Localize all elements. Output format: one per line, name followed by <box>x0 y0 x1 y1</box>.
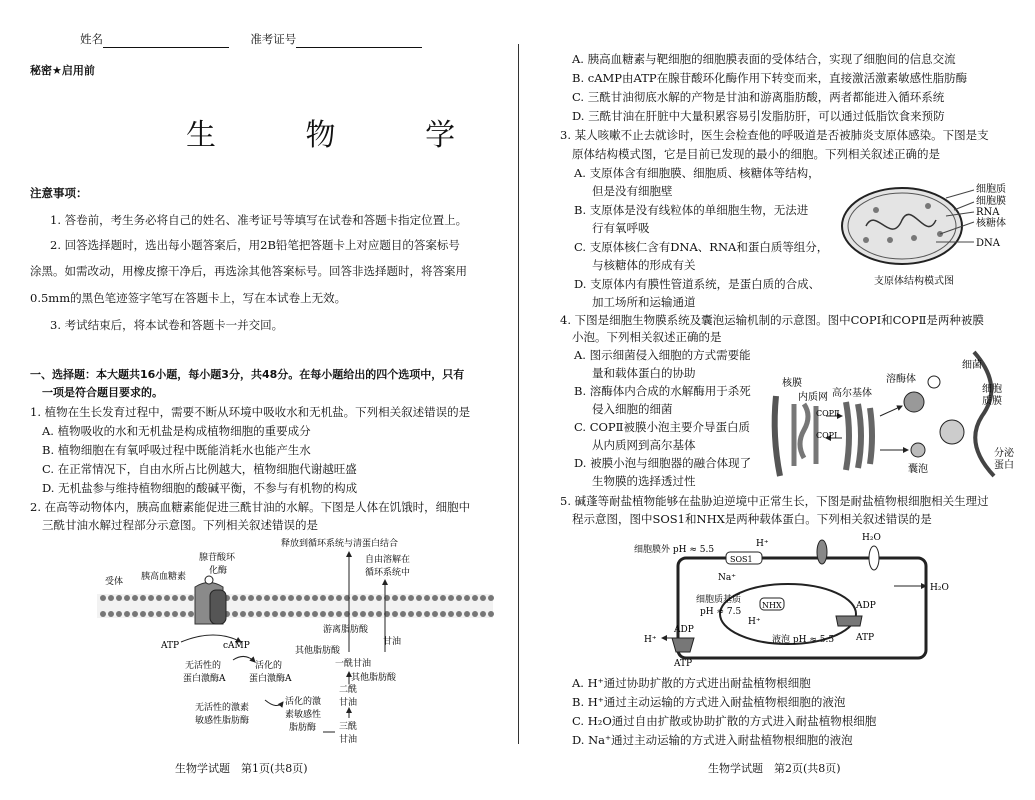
cell-membrane <box>97 594 494 618</box>
exam-no-label: 准考证号 <box>250 32 297 46</box>
adp-label: ADP <box>674 625 694 635</box>
q4-stem: 4. 下图是细胞生物膜系统及囊泡运输机制的示意图。图中COPⅠ和COPⅡ是两种被膜 <box>560 313 984 327</box>
q4-option-b: B. 溶酶体内合成的水解酶用于杀死 <box>574 384 751 398</box>
cytosol-ph-label: pH ≈ 7.5 <box>700 607 742 617</box>
secretory-vesicle <box>911 443 925 457</box>
q3-option-d-cont: 加工场所和运输通道 <box>592 295 696 309</box>
active-hsl-label-2: 素敏感性 <box>285 710 322 720</box>
glucagon-molecule <box>205 576 213 584</box>
sos1-label: SOS1 <box>730 555 753 564</box>
salt-tolerant-root-cell-diagram <box>630 528 950 670</box>
vesicle-transport-diagram <box>768 346 1018 486</box>
cell-membrane-label-2: 质膜 <box>982 396 1002 407</box>
receptor-label: 受体 <box>105 577 124 587</box>
atp-label-2: ATP <box>856 633 875 643</box>
q2-option-c: C. 三酰甘油彻底水解的产物是甘油和游离脂肪酸，两者都能进入循环系统 <box>572 90 945 104</box>
ribosome-label: 核糖体 <box>976 218 1006 229</box>
h-vac-label: H⁺ <box>748 617 761 627</box>
q4-stem-cont: 小泡。下列相关叙述正确的是 <box>572 330 722 344</box>
glycerol-label: 甘油 <box>383 637 402 647</box>
q3-option-c: C. 支原体核仁含有DNA、RNA和蛋白质等组分， <box>574 240 829 254</box>
inactive-hsl-label-2: 敏感性脂肪酶 <box>195 716 250 726</box>
free-label-2: 循环系统中 <box>365 568 411 578</box>
inactive-pka-label: 无活性的 <box>185 661 222 671</box>
lysosome-label: 溶酶体 <box>886 374 916 385</box>
q1-stem: 1. 植物在生长发育过程中，需要不断从环境中吸收水和无机盐。下列相关叙述错误的是 <box>30 405 471 419</box>
phagosome <box>940 420 964 444</box>
cytosol-label: 细胞质基质 <box>696 595 742 605</box>
dna-label: DNA <box>976 238 1000 249</box>
h-pump-vacuole <box>836 616 862 626</box>
q2-stem: 2. 在高等动物体内，胰高血糖素能促进三酰甘油的水解。下图是人体在饥饿时，细胞中 <box>30 500 471 514</box>
copii-label: COPⅡ <box>816 409 840 418</box>
name-field <box>80 30 422 48</box>
q4-option-a: A. 图示细菌侵入细胞的方式需要能 <box>574 348 751 362</box>
nucleus-label: 核膜 <box>782 378 802 389</box>
di-label: 二酰 <box>339 685 358 695</box>
cell-body <box>842 188 962 264</box>
h-out-label: H⁺ <box>644 635 657 645</box>
secretion-label-2: 蛋白 <box>994 460 1014 471</box>
q2-option-a: A. 胰高血糖素与靶细胞的细胞膜表面的受体结合，实现了细胞间的信息交流 <box>572 52 956 66</box>
mycoplasma-caption: 支原体结构模式图 <box>874 276 954 287</box>
name-label: 姓名 <box>80 32 103 46</box>
other-fa-label-2: 其他脂肪酸 <box>351 673 397 683</box>
nhx-label: NHX <box>762 601 782 610</box>
page-divider <box>518 44 519 744</box>
water-label: H₂O <box>862 533 881 543</box>
outside-ph-label: 细胞膜外 pH ≈ 5.5 <box>634 545 715 555</box>
rna-label: RNA <box>976 207 1000 218</box>
q1-option-c: C. 在正常情况下，自由水所占比例越大，植物细胞代谢越旺盛 <box>42 462 357 476</box>
q4-option-c-cont: 从内质网到高尔基体 <box>592 438 696 452</box>
na-channel <box>817 540 827 564</box>
glucagon-label: 胰高血糖素 <box>141 572 187 582</box>
h-label: H⁺ <box>756 539 769 549</box>
free-label: 自由溶解在 <box>365 555 411 565</box>
tri-label: 三酰 <box>339 722 358 732</box>
mycoplasma-diagram <box>836 176 1020 290</box>
page-title: 生 物 学 <box>186 118 496 153</box>
q4-option-d-cont: 生物膜的选择透过性 <box>592 474 696 488</box>
q4-option-a-cont: 量和载体蛋白的协助 <box>592 366 696 380</box>
atp-label: ATP <box>674 659 693 669</box>
secretion-label: 分泌 <box>994 448 1014 459</box>
q5-stem-cont: 程示意图，图中SOS1和NHX是两种载体蛋白。下列相关叙述错误的是 <box>572 512 932 526</box>
q5-option-d: D. Na⁺通过主动运输的方式进入耐盐植物根细胞的液泡 <box>572 733 853 747</box>
released-label: 释放到循环系统与清蛋白结合 <box>281 539 399 549</box>
q2-option-d: D. 三酰甘油在肝脏中大量积累容易引发脂肪肝，可以通过低脂饮食来预防 <box>572 109 945 123</box>
golgi <box>846 402 872 470</box>
q5-option-b: B. H⁺通过主动运输的方式进入耐盐植物根细胞的液泡 <box>572 695 846 709</box>
notice-item: 1. 答卷前，考生务必将自己的姓名、准考证号等填写在试卷和答题卡指定位置上。 <box>50 213 468 227</box>
active-hsl-label-3: 脂肪酶 <box>289 723 317 733</box>
ac-label-2: 化酶 <box>209 566 228 576</box>
vesicle-label: 囊泡 <box>908 464 928 475</box>
q3-stem-cont: 原体结构模式图，它是目前已发现的最小的细胞。下列相关叙述正确的是 <box>572 147 940 161</box>
notice-item: 3. 考试结束后，将本试卷和答题卡一并交回。 <box>50 318 284 332</box>
q3-stem: 3. 某人咳嗽不止去就诊时，医生会检查他的呼吸道是否被肺炎支原体感染。下图是支 <box>560 128 989 142</box>
er-label: 内质网 <box>798 392 828 403</box>
inactive-hsl-label: 无活性的激素 <box>195 703 250 713</box>
active-hsl-label: 活化的激 <box>285 697 322 707</box>
q4-option-c: C. COPⅡ被膜小泡主要介导蛋白质 <box>574 420 750 434</box>
q2-stem-cont: 三酰甘油水解过程部分示意图。下列相关叙述错误的是 <box>42 518 318 532</box>
q4-option-d: D. 被膜小泡与细胞器的融合体现了 <box>574 456 752 470</box>
mono-label: 一酰甘油 <box>335 659 372 669</box>
nuclear-envelope <box>775 396 780 476</box>
water-label-2: H₂O <box>930 583 949 593</box>
other-fa-label: 其他脂肪酸 <box>295 646 341 656</box>
camp-label: cAMP <box>223 641 250 651</box>
active-pka-label: 活化的 <box>255 661 283 671</box>
er <box>794 404 816 466</box>
q1-option-d: D. 无机盐参与维持植物细胞的酸碱平衡，不参与有机物的构成 <box>42 481 358 495</box>
q3-option-c-cont: 与核糖体的形成有关 <box>592 258 696 272</box>
q3-option-b-cont: 行有氧呼吸 <box>592 221 650 235</box>
bacterium <box>928 376 940 388</box>
section-heading: 一、选择题：本大题共16小题，每小题3分，共48分。在每小题给出的四个选项中，只有 <box>30 368 465 381</box>
golgi-label: 高尔基体 <box>832 388 872 399</box>
ffa-label: 游离脂肪酸 <box>323 625 369 635</box>
q2-glucagon-diagram <box>95 532 495 752</box>
membrane-label: 细胞膜 <box>976 196 1006 207</box>
q3-option-a: A. 支原体含有细胞膜、细胞质、核糖体等结构， <box>574 166 820 180</box>
adp-label-2: ADP <box>856 601 876 611</box>
active-pka-label-2: 蛋白激酶A <box>249 674 292 684</box>
section-heading-cont: 一项是符合题目要求的。 <box>42 386 163 399</box>
footer-left: 生物学试题 第1页(共8页) <box>175 762 308 775</box>
na-label: Na⁺ <box>718 573 736 583</box>
ac-label: 腺苷酸环 <box>199 553 236 563</box>
di-label-2: 甘油 <box>339 698 358 708</box>
h-pump-membrane <box>672 638 694 652</box>
notice-item: 2. 回答选择题时，选出每小题答案后，用2B铅笔把答题卡上对应题目的答案标号 <box>50 238 460 252</box>
q3-option-b: B. 支原体是没有线粒体的单细胞生物，无法进 <box>574 203 809 217</box>
secret-label: 秘密★启用前 <box>30 64 95 77</box>
copi-label: COPⅠ <box>816 431 838 440</box>
tri-label-2: 甘油 <box>339 735 358 745</box>
q3-option-d: D. 支原体内有膜性管道系统，是蛋白质的合成、 <box>574 277 821 291</box>
bacteria-label: 细菌 <box>962 360 982 371</box>
notice-heading: 注意事项： <box>30 186 88 200</box>
lysosome <box>904 392 924 412</box>
atp-label: ATP <box>161 641 180 651</box>
q1-option-b: B. 植物细胞在有氧呼吸过程中既能消耗水也能产生水 <box>42 443 311 457</box>
footer-right: 生物学试题 第2页(共8页) <box>708 762 841 775</box>
q5-option-c: C. H₂O通过自由扩散或协助扩散的方式进入耐盐植物根细胞 <box>572 714 877 728</box>
cell-membrane-label: 细胞 <box>982 384 1002 395</box>
vacuole-ph-label: 液泡 pH ≈ 5.5 <box>772 635 835 645</box>
cytoplasm-label: 细胞质 <box>976 184 1006 195</box>
q2-option-b: B. cAMP由ATP在腺苷酸环化酶作用下转变而来，直接激活激素敏感性脂肪酶 <box>572 71 968 85</box>
notice-item: 涂黑。如需改动，用橡皮擦干净后，再选涂其他答案标号。回答非选择题时，将答案用 <box>30 264 467 278</box>
inactive-pka-label-2: 蛋白激酶A <box>183 674 226 684</box>
q4-option-b-cont: 侵入细胞的细菌 <box>592 402 673 416</box>
q5-stem: 5. 碱蓬等耐盐植物能够在盐胁迫逆境中正常生长，下图是耐盐植物根细胞相关生理过 <box>560 494 989 508</box>
q3-option-a-cont: 但是没有细胞壁 <box>592 184 673 198</box>
q1-option-a: A. 植物吸收的水和无机盐是构成植物细胞的重要成分 <box>42 424 311 438</box>
notice-item: 0.5mm的黑色笔迹签字笔写在答题卡上，写在本试卷上无效。 <box>30 291 347 305</box>
q5-option-a: A. H⁺通过协助扩散的方式进出耐盐植物根细胞 <box>572 676 811 690</box>
aquaporin <box>869 546 879 570</box>
adenylate-cyclase <box>210 590 226 624</box>
